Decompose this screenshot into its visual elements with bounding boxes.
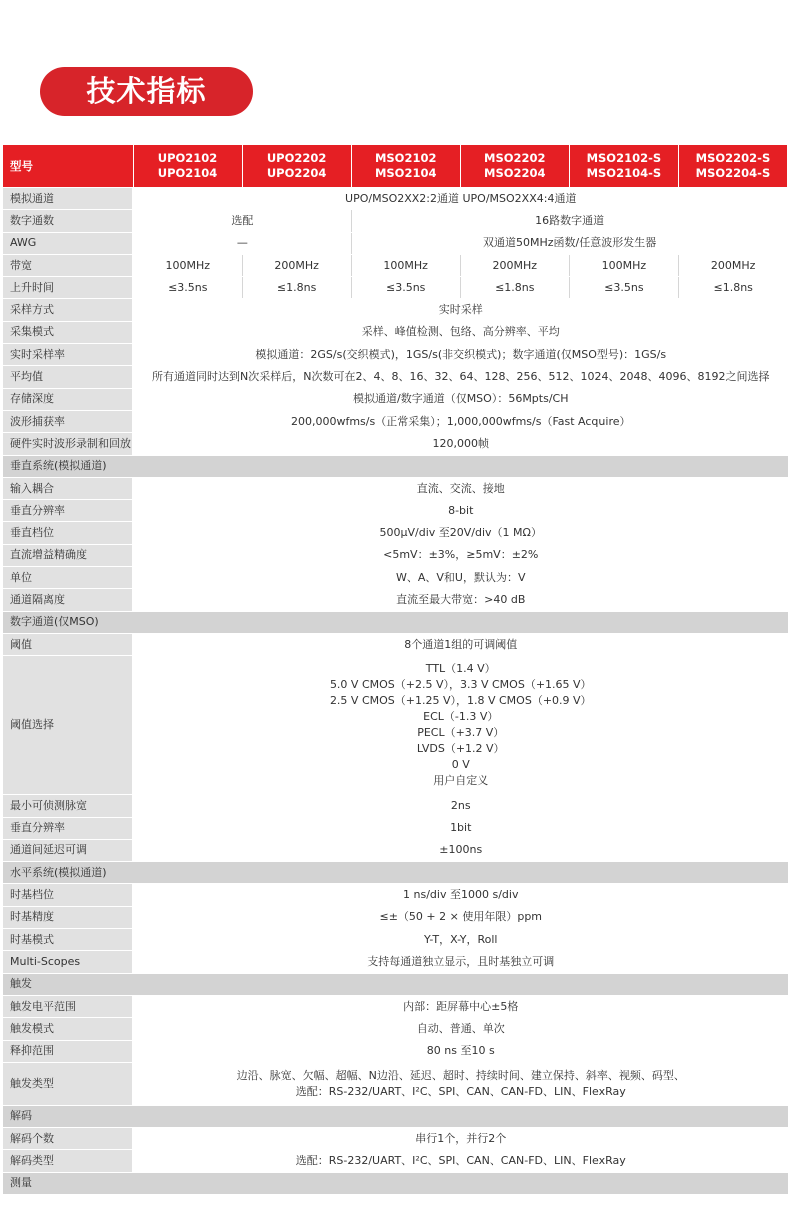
table-row bbox=[3, 522, 788, 544]
row-value: 串行1个，并行2个 bbox=[133, 1128, 788, 1150]
row-value: 100MHz bbox=[569, 254, 678, 276]
row-value: 8个通道1组的可调阈值 bbox=[133, 633, 788, 655]
row-label: 数字通数 bbox=[3, 210, 133, 232]
row-value: 支持每通道独立显示，且时基独立可调 bbox=[133, 951, 788, 973]
value-line: PECL（+3.7 V） bbox=[417, 726, 505, 740]
value-line: 0 V bbox=[451, 758, 470, 772]
row-label: 实时采样率 bbox=[3, 344, 133, 366]
row-value: ≤3.5ns bbox=[569, 277, 678, 299]
model-header-cell bbox=[351, 145, 460, 188]
value-line: ECL（-1.3 V） bbox=[423, 710, 499, 724]
value-line: TTL（1.4 V） bbox=[425, 662, 496, 676]
model-name: MSO2104-S bbox=[586, 166, 662, 180]
model-header-cell bbox=[242, 145, 351, 188]
table-row bbox=[3, 633, 788, 655]
value-line: 用户自定义 bbox=[433, 774, 489, 788]
section-header-row bbox=[3, 1172, 788, 1194]
spec-table bbox=[3, 145, 788, 1195]
table-row bbox=[3, 929, 788, 951]
table-row bbox=[3, 817, 788, 839]
row-label: 触发模式 bbox=[3, 1018, 133, 1040]
row-label: 采样方式 bbox=[3, 299, 133, 321]
model-name: UPO2102 bbox=[157, 151, 218, 165]
row-value: Y-T，X-Y，Roll bbox=[133, 929, 788, 951]
row-value: ≤1.8ns bbox=[460, 277, 569, 299]
row-label: 时基模式 bbox=[3, 929, 133, 951]
table-row bbox=[3, 366, 788, 388]
row-label: 垂直分辨率 bbox=[3, 817, 133, 839]
page-title: 技术指标 bbox=[40, 67, 253, 116]
row-label: 阈值 bbox=[3, 633, 133, 655]
row-label: 通道隔离度 bbox=[3, 589, 133, 611]
row-value: — bbox=[133, 232, 351, 254]
row-value: 1bit bbox=[133, 817, 788, 839]
row-label: 采集模式 bbox=[3, 321, 133, 343]
model-header-cell bbox=[460, 145, 569, 188]
header-label-cell: 型号 bbox=[3, 145, 133, 188]
section-header-row bbox=[3, 862, 788, 884]
model-name: MSO2204 bbox=[484, 166, 546, 180]
row-label: 触发类型 bbox=[3, 1062, 133, 1105]
table-row bbox=[3, 321, 788, 343]
row-value: ±100ns bbox=[133, 839, 788, 861]
row-value: 模拟通道：2GS/s(交织模式)，1GS/s(非交织模式)；数字通道(仅MSO型号)：1GS/s bbox=[133, 344, 788, 366]
row-label: 解码类型 bbox=[3, 1150, 133, 1172]
section-title: 测量 bbox=[3, 1172, 788, 1194]
row-label: 垂直档位 bbox=[3, 522, 133, 544]
row-value: ≤3.5ns bbox=[133, 277, 242, 299]
row-label: 直流增益精确度 bbox=[3, 544, 133, 566]
row-value: 200MHz bbox=[678, 254, 787, 276]
model-name: UPO2202 bbox=[266, 151, 327, 165]
row-value: 选配：RS-232/UART、I²C、SPI、CAN、CAN-FD、LIN、FlexRay bbox=[133, 1150, 788, 1172]
table-row bbox=[3, 656, 788, 795]
value-line: 2.5 V CMOS（+1.25 V），1.8 V CMOS（+0.9 V） bbox=[329, 694, 592, 708]
row-value: 16路数字通道 bbox=[351, 210, 787, 232]
table-row bbox=[3, 188, 788, 210]
table-row bbox=[3, 433, 788, 455]
table-row bbox=[3, 210, 788, 232]
row-label: 时基档位 bbox=[3, 884, 133, 906]
row-value: 所有通道同时达到N次采样后，N次数可在2、4、8、16、32、64、128、256、512、1024、2048、4096、8192之间选择 bbox=[133, 366, 788, 388]
row-value-multiline bbox=[133, 1062, 788, 1105]
row-value: ≤1.8ns bbox=[678, 277, 787, 299]
model-name: MSO2102 bbox=[374, 151, 437, 165]
section-header-row bbox=[3, 611, 788, 633]
model-name: MSO2202-S bbox=[695, 151, 771, 165]
row-value-multiline bbox=[133, 656, 788, 795]
table-row bbox=[3, 299, 788, 321]
row-value: 100MHz bbox=[133, 254, 242, 276]
row-value: 8-bit bbox=[133, 500, 788, 522]
table-row bbox=[3, 1018, 788, 1040]
row-value: 200MHz bbox=[460, 254, 569, 276]
row-value: UPO/MSO2XX2:2通道 UPO/MSO2XX4:4通道 bbox=[133, 188, 788, 210]
model-name: MSO2102-S bbox=[586, 151, 662, 165]
table-row bbox=[3, 344, 788, 366]
table-row bbox=[3, 1040, 788, 1062]
section-header-row bbox=[3, 455, 788, 477]
row-value: 200,000wfms/s（正常采集）；1,000,000wfms/s（Fast Acquire） bbox=[133, 410, 788, 432]
row-label: 模拟通道 bbox=[3, 188, 133, 210]
model-name: UPO2204 bbox=[266, 166, 327, 180]
row-label: AWG bbox=[3, 232, 133, 254]
section-title: 水平系统(模拟通道) bbox=[3, 862, 788, 884]
table-row bbox=[3, 388, 788, 410]
table-row bbox=[3, 951, 788, 973]
row-value: 200MHz bbox=[242, 254, 351, 276]
row-value: 选配 bbox=[133, 210, 351, 232]
row-label: 通道间延迟可调 bbox=[3, 839, 133, 861]
row-label: 垂直分辨率 bbox=[3, 500, 133, 522]
table-row bbox=[3, 277, 788, 299]
table-row bbox=[3, 477, 788, 499]
table-row bbox=[3, 589, 788, 611]
value-line: LVDS（+1.2 V） bbox=[416, 742, 505, 756]
table-row bbox=[3, 1128, 788, 1150]
row-value: ≤1.8ns bbox=[242, 277, 351, 299]
row-label: 波形捕获率 bbox=[3, 410, 133, 432]
row-value: <5mV：±3%，≥5mV：±2% bbox=[133, 544, 788, 566]
section-title: 垂直系统(模拟通道) bbox=[3, 455, 788, 477]
table-row bbox=[3, 1062, 788, 1105]
row-value: 模拟通道/数字通道（仅MSO）：56Mpts/CH bbox=[133, 388, 788, 410]
section-title: 触发 bbox=[3, 973, 788, 995]
table-row bbox=[3, 254, 788, 276]
table-row bbox=[3, 906, 788, 928]
table-row bbox=[3, 995, 788, 1017]
row-label: 输入耦合 bbox=[3, 477, 133, 499]
section-header-row bbox=[3, 973, 788, 995]
row-value: 实时采样 bbox=[133, 299, 788, 321]
row-value: ≤3.5ns bbox=[351, 277, 460, 299]
table-row bbox=[3, 1150, 788, 1172]
row-value: 内部：距屏幕中心±5格 bbox=[133, 995, 788, 1017]
row-label: 硬件实时波形录制和回放 bbox=[3, 433, 133, 455]
section-title: 解码 bbox=[3, 1105, 788, 1127]
value-line: 选配：RS-232/UART、I²C、SPI、CAN、CAN-FD、LIN、FlexRay bbox=[295, 1084, 626, 1098]
row-value: 双通道50MHz函数/任意波形发生器 bbox=[351, 232, 787, 254]
row-value: 采样、峰值检测、包络、高分辨率、平均 bbox=[133, 321, 788, 343]
row-value: 自动、普通、单次 bbox=[133, 1018, 788, 1040]
row-value: 80 ns 至10 s bbox=[133, 1040, 788, 1062]
model-name: MSO2104 bbox=[374, 166, 437, 180]
value-line: 5.0 V CMOS（+2.5 V），3.3 V CMOS（+1.65 V） bbox=[329, 678, 592, 692]
table-row bbox=[3, 884, 788, 906]
row-label: 最小可侦测脉宽 bbox=[3, 795, 133, 817]
row-label: 释抑范围 bbox=[3, 1040, 133, 1062]
row-label: 时基精度 bbox=[3, 906, 133, 928]
row-value: 100MHz bbox=[351, 254, 460, 276]
row-label: 平均值 bbox=[3, 366, 133, 388]
model-header-cell bbox=[678, 145, 787, 188]
table-row bbox=[3, 500, 788, 522]
table-row bbox=[3, 232, 788, 254]
row-label: 解码个数 bbox=[3, 1128, 133, 1150]
row-value: 500μV/div 至20V/div（1 MΩ） bbox=[133, 522, 788, 544]
row-label: 单位 bbox=[3, 567, 133, 589]
row-value: 直流、交流、接地 bbox=[133, 477, 788, 499]
model-header-cell bbox=[133, 145, 242, 188]
row-value: 120,000帧 bbox=[133, 433, 788, 455]
model-header-cell bbox=[569, 145, 678, 188]
table-row bbox=[3, 544, 788, 566]
model-name: UPO2104 bbox=[157, 166, 218, 180]
section-title: 数字通道(仅MSO) bbox=[3, 611, 788, 633]
table-row bbox=[3, 795, 788, 817]
row-label: 阈值选择 bbox=[3, 656, 133, 795]
section-header-row bbox=[3, 1105, 788, 1127]
row-label: Multi-Scopes bbox=[3, 951, 133, 973]
row-label: 存储深度 bbox=[3, 388, 133, 410]
row-value: 1 ns/div 至1000 s/div bbox=[133, 884, 788, 906]
model-name: MSO2202 bbox=[484, 151, 546, 165]
table-row bbox=[3, 567, 788, 589]
row-value: 直流至最大带宽：>40 dB bbox=[133, 589, 788, 611]
row-label: 上升时间 bbox=[3, 277, 133, 299]
table-row bbox=[3, 839, 788, 861]
model-name: MSO2204-S bbox=[695, 166, 771, 180]
row-value: ≤±（50 + 2 × 使用年限）ppm bbox=[133, 906, 788, 928]
table-row bbox=[3, 410, 788, 432]
table-header-row bbox=[3, 145, 788, 188]
value-line: 边沿、脉宽、欠幅、超幅、N边沿、延迟、超时、持续时间、建立保持、斜率、视频、码型、 bbox=[236, 1068, 685, 1082]
row-value: W、A、V和U，默认为：V bbox=[133, 567, 788, 589]
row-value: 2ns bbox=[133, 795, 788, 817]
row-label: 触发电平范围 bbox=[3, 995, 133, 1017]
row-label: 带宽 bbox=[3, 254, 133, 276]
